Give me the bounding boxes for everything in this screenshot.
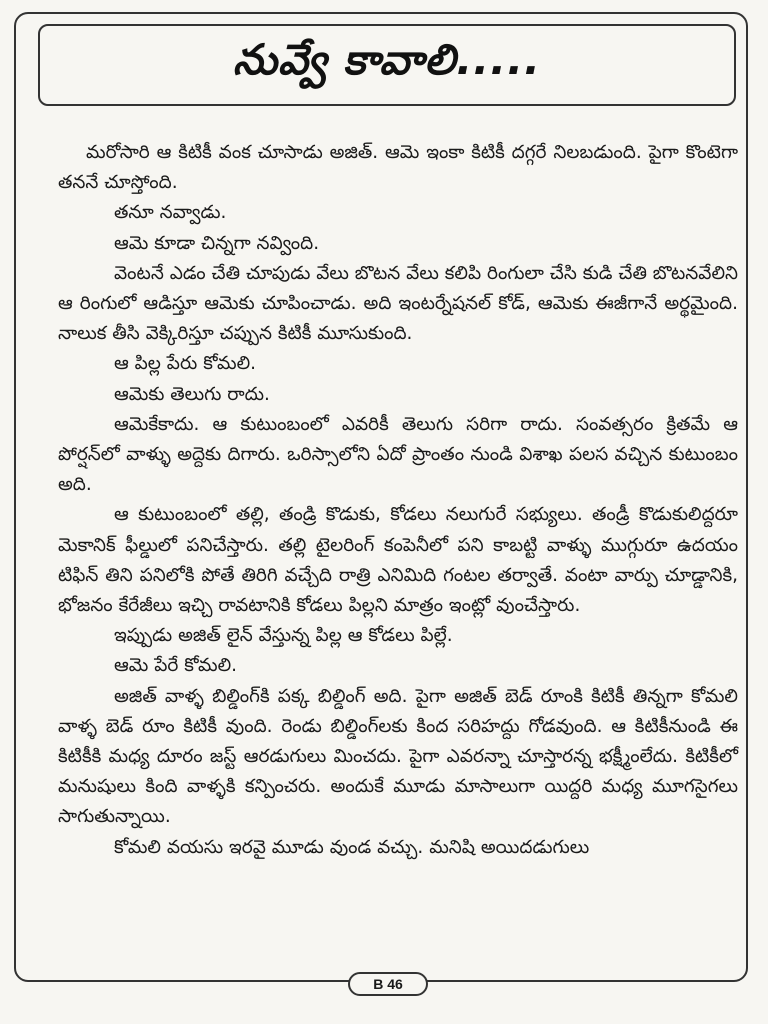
- paragraph: తనూ నవ్వాడు.: [114, 202, 227, 224]
- page-number: B 46: [348, 972, 428, 996]
- paragraph: ఆమె పేరే కోమలి.: [114, 655, 238, 677]
- paragraph: ఇప్పుడు అజిత్ లైన్ వేస్తున్న పిల్ల ఆ కోడలు పిల్లే.: [114, 625, 453, 647]
- paragraph: ఆ పిల్ల పేరు కోమలి.: [114, 353, 257, 375]
- chapter-title: నువ్వే కావాలి.....: [233, 35, 541, 84]
- paragraph: ఆ కుటుంబంలో తల్లి, తండ్రి కొడుకు, కోడలు నలుగురే సభ్యులు. తండ్రీ కొడుకులిద్దరూ మెకానిక్ ఫీల్డులో పనిచేస్తారు. తల్లి టైలరింగ్ కంపెనీలో పని కాబట్టి వాళ్ళు ముగ్గురూ ఉదయం టిఫిన్ తిని పనిలోకి పోతే తిరిగి వచ్చేది రాత్రి ఎనిమిది గంటల తర్వాతే. వంటా వార్పు చూడ్డానికి, భోజనం కేరేజీలు ఇచ్చి రావటానికి కోడలు పిల్లని మాత్రం ఇంట్లో వుంచేస్తారు.: [58, 504, 738, 617]
- paragraph: మరోసారి ఆ కిటికీ వంక చూసాడు అజిత్. ఆమె ఇంకా కిటికీ దగ్గరే నిలబడుంది. పైగా కొంటెగా తననే చూస్తోంది.: [58, 142, 738, 194]
- paragraph: ఆమెకేకాదు. ఆ కుటుంబంలో ఎవరికీ తెలుగు సరిగా రాదు. సంవత్సరం క్రితమే ఆ పోర్షన్‌లో వాళ్ళు అద్దెకు దిగారు. ఒరిస్సాలోని ఏదో ప్రాంతం నుండి విశాఖ పలస వచ్చిన కుటుంబం అది.: [58, 413, 738, 496]
- paragraph: అజిత్ వాళ్ళ బిల్డింగ్‌కి పక్క బిల్డింగ్ అది. పైగా అజిత్ బెడ్ రూంకి కిటికీ తిన్నగా కోమలి వాళ్ళ బెడ్ రూం కిటికీ వుంది. రెండు బిల్డింగ్‌లకు కింద సరిహద్దు గోడవుంది. ఆ కిటికీనుండి ఈ కిటికీకి మధ్య దూరం జస్ట్ ఆరడుగులు మించదు. పైగా ఎవరన్నా చూస్తారన్న భక్ష్మీంలేదు. కిటికీలో మనుషులు కింది వాళ్ళకి కన్పించరు. అందుకే మూడు మాసాలుగా యిద్దరి మధ్య మూగసైగలు సాగుతున్నాయి.: [58, 685, 738, 828]
- story-text: [58, 138, 738, 863]
- paragraph: ఆమె కూడా చిన్నగా నవ్వింది.: [114, 232, 320, 254]
- title-box: [38, 24, 736, 106]
- paragraph: ఆమెకు తెలుగు రాదు.: [114, 383, 270, 405]
- paragraph: కోమలి వయసు ఇరవై మూడు వుండ వచ్చు. మనిషి అయిదడుగులు: [114, 836, 590, 858]
- paragraph: వెంటనే ఎడం చేతి చూపుడు వేలు బొటన వేలు కలిపి రింగులా చేసి కుడి చేతి బొటనవేలిని ఆ రింగులో ఆడిస్తూ ఆమెకు చూపించాడు. అది ఇంటర్నేషనల్ కోడ్, ఆమెకు ఈజీగానే అర్థమైంది. నాలుక తీసి వెక్కిరిస్తూ చప్పున కిటికీ మూసుకుంది.: [58, 262, 738, 345]
